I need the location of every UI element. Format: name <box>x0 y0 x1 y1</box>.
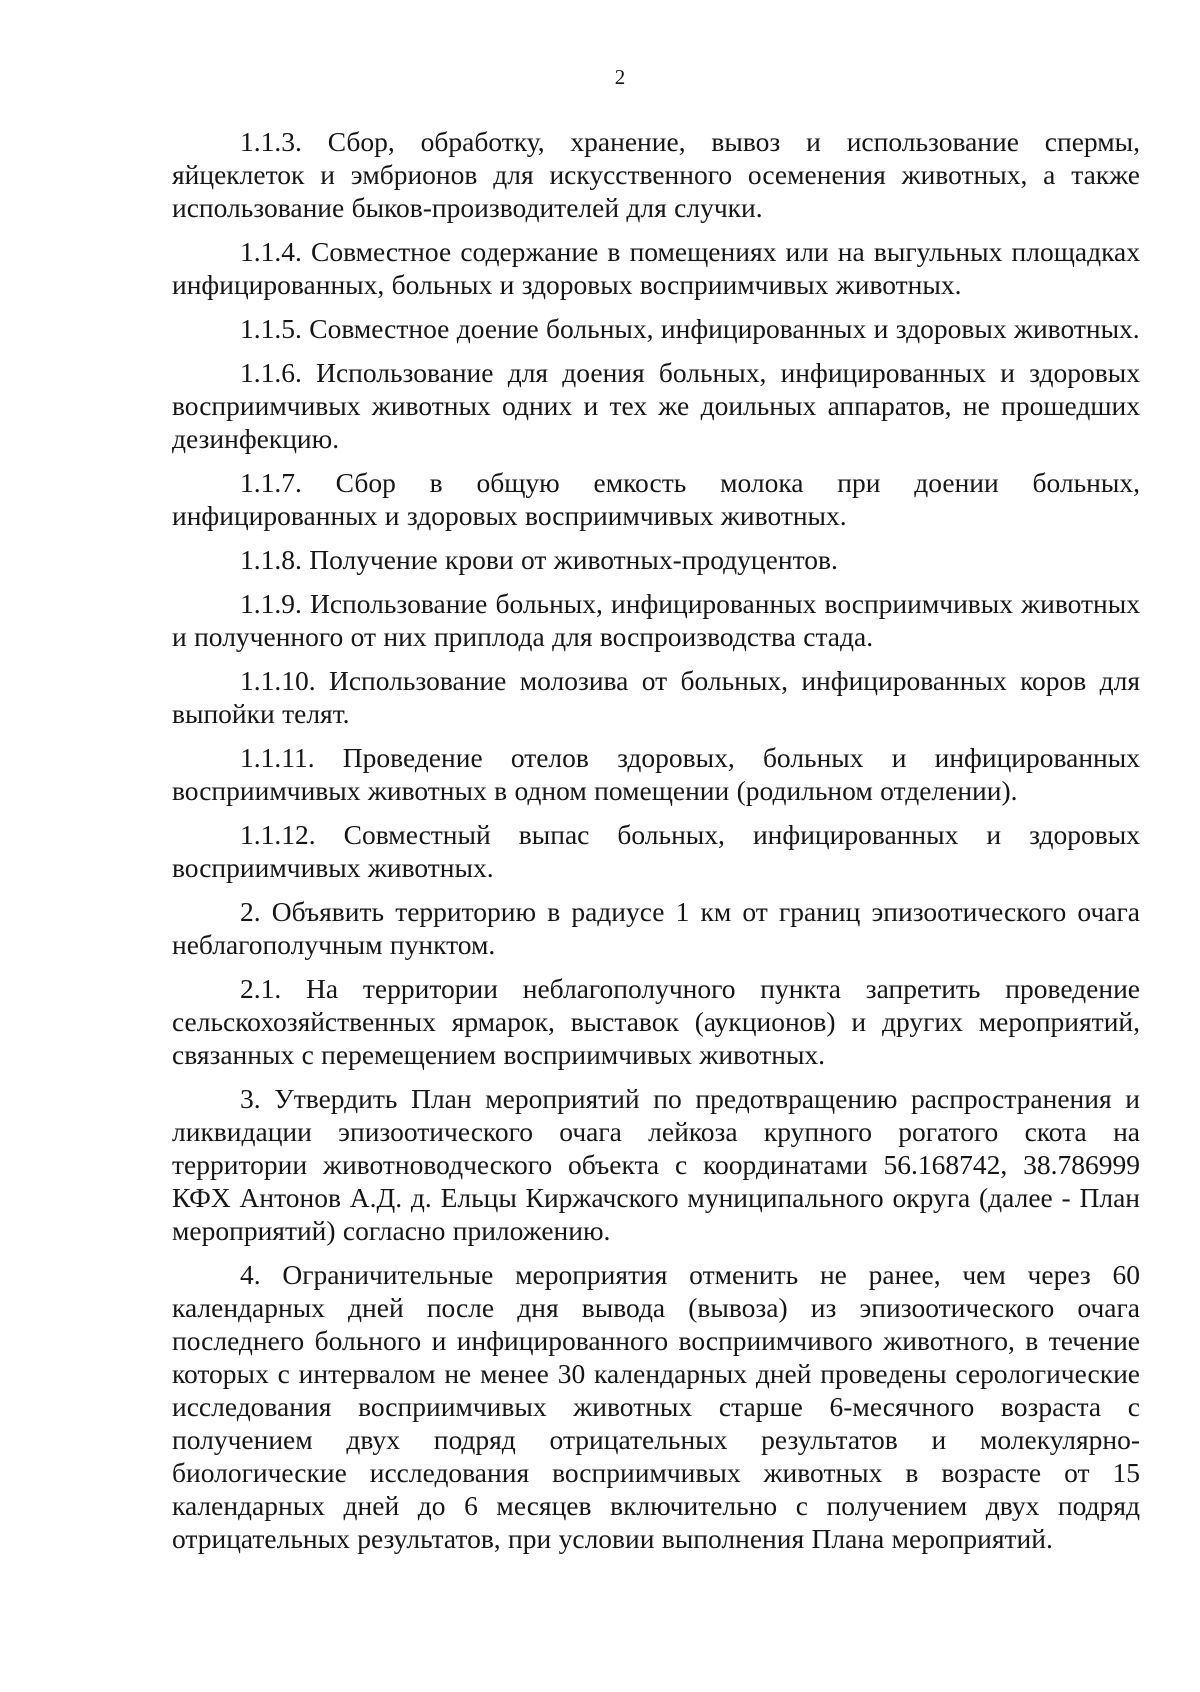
document-body <box>172 125 1140 1566</box>
paragraph-1-1-9: 1.1.9. Использование больных, инфицированных восприимчивых животных и полученного от них приплода для воспроизводства стада. <box>172 588 1140 652</box>
paragraph-1-1-5: 1.1.5. Совместное доение больных, инфицированных и здоровых животных. <box>240 313 1140 344</box>
paragraph-1-1-6: 1.1.6. Использование для доения больных, инфицированных и здоровых восприимчивых животных одних и тех же доильных аппаратов, не прошедших дезинфекцию. <box>172 357 1140 454</box>
paragraph-2: 2. Объявить территорию в радиусе 1 км от границ эпизоотического очага неблагополучным пунктом. <box>172 896 1140 960</box>
paragraph-3: 3. Утвердить План мероприятий по предотвращению распространения и ликвидации эпизоотического очага лейкоза крупного рогатого скота на территории животноводческого объекта с координатами 56.168742, 38.786999 КФХ Антонов А.Д. д. Ельцы Киржачского муниципального округа (далее - План мероприятий) согласно приложению. <box>172 1083 1140 1246</box>
paragraph-4: 4. Ограничительные мероприятия отменить не ранее, чем через 60 календарных дней после дня вывода (вывоза) из эпизоотического очага последнего больного и инфицированного восприимчивого животного, в течение которых с интервалом не менее 30 календарных дней проведены серологические исследования восприимчивых животных старше 6-месячного возраста с получением двух подряд отрицательных результатов и молекулярно-биологические исследования восприимчивых животных в возрасте от 15 календарных дней до 6 месяцев включительно с получением двух подряд отрицательных результатов, при условии выполнения Плана мероприятий. <box>172 1259 1140 1554</box>
paragraph-1-1-12: 1.1.12. Совместный выпас больных, инфицированных и здоровых восприимчивых животных. <box>172 819 1140 883</box>
paragraph-1-1-7: 1.1.7. Сбор в общую емкость молока при доении больных, инфицированных и здоровых восприимчивых животных. <box>172 467 1140 531</box>
paragraph-2-1: 2.1. На территории неблагополучного пункта запретить проведение сельскохозяйственных ярмарок, выставок (аукционов) и других мероприятий, связанных с перемещением восприимчивых животных. <box>172 973 1140 1070</box>
paragraph-1-1-8: 1.1.8. Получение крови от животных-продуцентов. <box>240 544 838 575</box>
paragraph-1-1-10: 1.1.10. Использование молозива от больных, инфицированных коров для выпойки телят. <box>172 665 1140 729</box>
paragraph-1-1-11: 1.1.11. Проведение отелов здоровых, больных и инфицированных восприимчивых животных в одном помещении (родильном отделении). <box>172 742 1140 806</box>
paragraph-1-1-3: 1.1.3. Сбор, обработку, хранение, вывоз и использование спермы, яйцеклеток и эмбрионов для искусственного осеменения животных, а также использование быков-производителей для случки. <box>172 126 1140 223</box>
page-number: 2 <box>614 65 626 89</box>
paragraph-1-1-4: 1.1.4. Совместное содержание в помещениях или на выгульных площадках инфицированных, больных и здоровых восприимчивых животных. <box>172 236 1140 300</box>
